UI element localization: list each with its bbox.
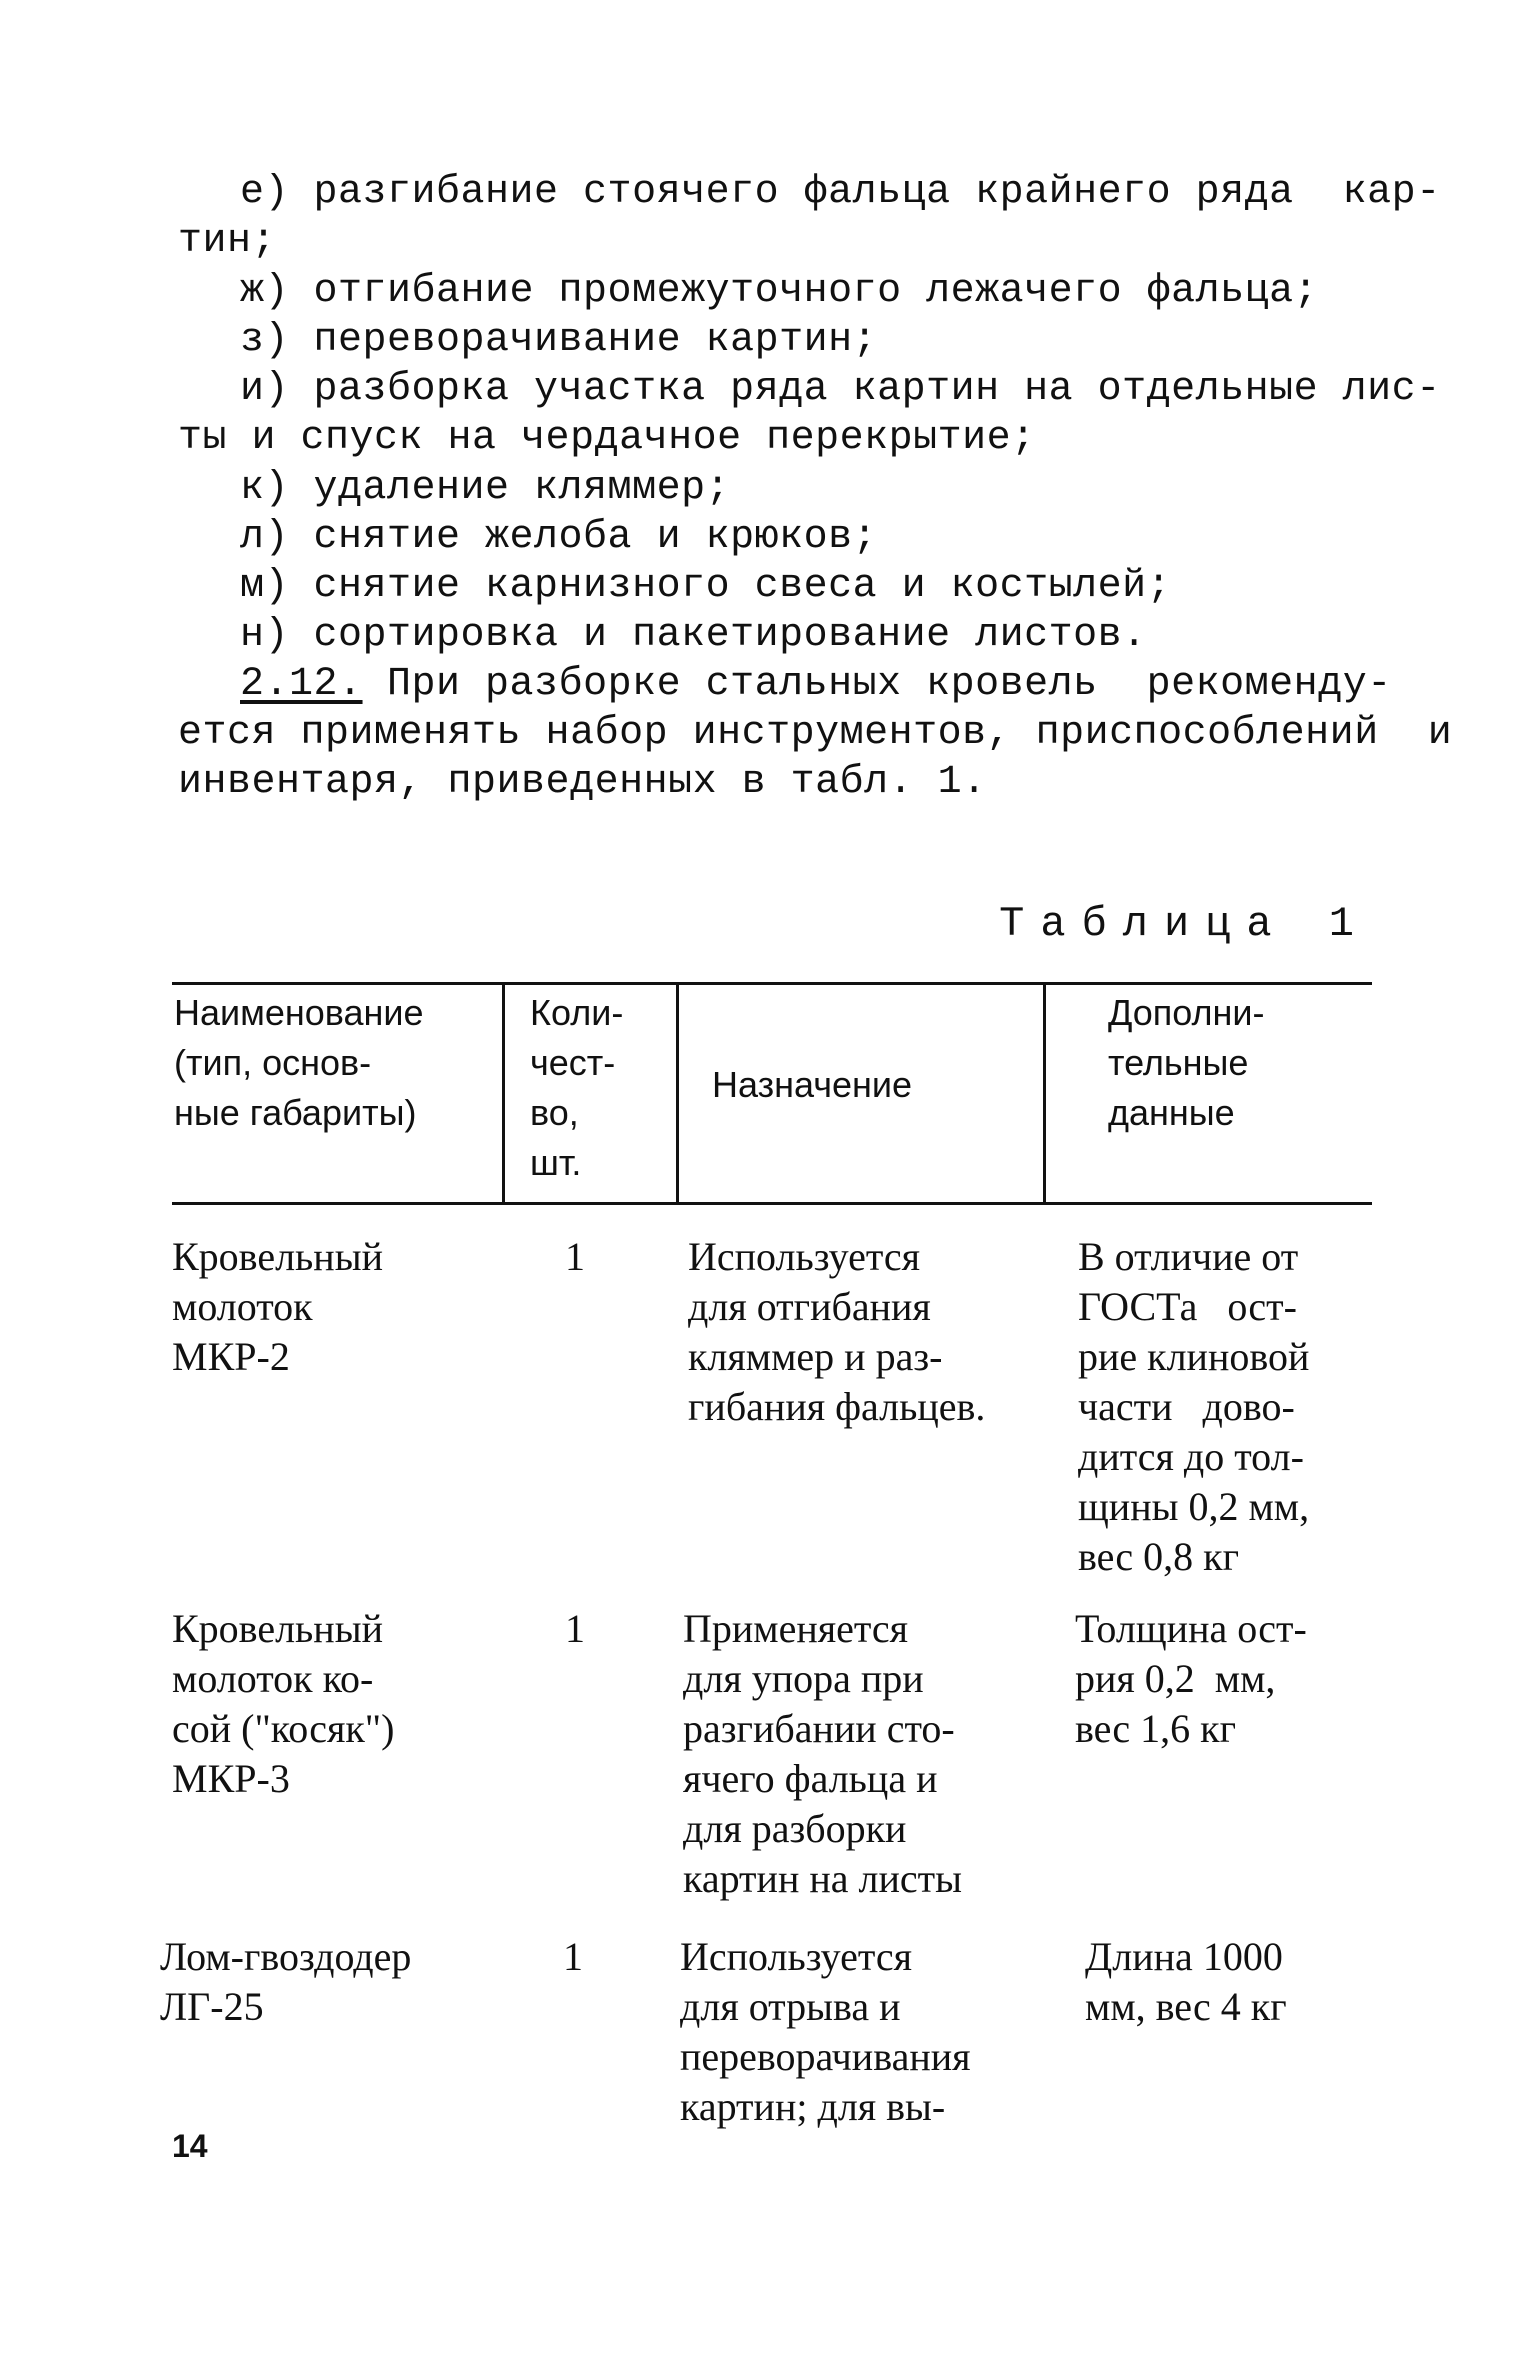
cell-line: переворачивания xyxy=(680,2034,971,2079)
cell-line: МКР-3 xyxy=(172,1756,290,1801)
header-extra xyxy=(1108,988,1265,1138)
header-line: данные xyxy=(1108,1092,1235,1133)
row3-quantity: 1 xyxy=(563,1934,583,1979)
row3-extra xyxy=(1085,1932,1287,2032)
cell-line: Кровельный xyxy=(172,1606,383,1651)
table-title: Таблица 1 xyxy=(999,900,1370,948)
cell-line: кляммер и раз- xyxy=(688,1334,943,1379)
cell-line: ЛГ-25 xyxy=(160,1984,264,2029)
row1-purpose xyxy=(688,1232,985,1432)
header-line: ные габариты) xyxy=(174,1092,417,1133)
cell-line: Лом-гвоздодер xyxy=(160,1934,412,1979)
row2-purpose xyxy=(683,1604,962,1904)
cell-line: для отгибания xyxy=(688,1284,931,1329)
table-top-rule xyxy=(172,982,1372,985)
text-line: и) разборка участка ряда картин на отдельные лис- xyxy=(240,367,1441,412)
text-line xyxy=(178,660,1392,709)
cell-line: Толщина ост- xyxy=(1075,1606,1307,1651)
cell-line: Применяется xyxy=(683,1606,909,1651)
header-line: Назначение xyxy=(712,1064,913,1105)
cell-line: гибания фальцев. xyxy=(688,1384,986,1429)
header-line: во, xyxy=(530,1092,579,1133)
cell-line: разгибании сто- xyxy=(683,1706,955,1751)
header-line: Наименование xyxy=(174,992,424,1033)
header-line: тельные xyxy=(1108,1042,1249,1083)
header-line: (тип, основ- xyxy=(174,1042,372,1083)
table-column-divider xyxy=(502,985,505,1203)
text-line: к) удаление кляммер; xyxy=(240,466,731,511)
section-2-12 xyxy=(178,660,1453,807)
cell-line: рия 0,2 мм, xyxy=(1075,1656,1276,1701)
header-line: чест- xyxy=(530,1042,616,1083)
list-item-i xyxy=(178,365,1441,463)
cell-line: Используется xyxy=(688,1234,921,1279)
header-purpose xyxy=(712,1060,912,1110)
text-line: н) сортировка и пакетирование листов. xyxy=(240,613,1147,658)
cell-line: молоток xyxy=(172,1284,313,1329)
text-line: з) переворачивание картин; xyxy=(240,318,878,363)
header-line: шт. xyxy=(530,1142,582,1183)
row1-extra xyxy=(1078,1232,1309,1582)
text-line: е) разгибание стоячего фальца крайнего ряда кар- xyxy=(240,170,1441,215)
header-name xyxy=(174,988,424,1138)
cell-line: молоток ко- xyxy=(172,1656,374,1701)
list-item-n xyxy=(178,611,1368,660)
cell-line: картин на листы xyxy=(683,1856,962,1901)
cell-line: дится до тол- xyxy=(1078,1434,1304,1479)
row3-name xyxy=(160,1932,411,2032)
table-column-divider xyxy=(1043,985,1046,1203)
text-line: ты и спуск на чердачное перекрытие; xyxy=(178,416,1036,461)
cell-line: Используется xyxy=(680,1934,913,1979)
cell-line: картин; для вы- xyxy=(680,2084,946,2129)
page-number: 14 xyxy=(172,2128,208,2164)
cell-line: мм, вес 4 кг xyxy=(1085,1984,1287,2029)
cell-line: рие клиновой xyxy=(1078,1334,1310,1379)
list-item-e xyxy=(178,168,1441,266)
cell-line: щины 0,2 мм, xyxy=(1078,1484,1310,1529)
table-header-rule xyxy=(172,1202,1372,1205)
row3-purpose xyxy=(680,1932,971,2132)
text-line: инвентаря, приведенных в табл. 1. xyxy=(178,760,987,805)
row2-quantity: 1 xyxy=(565,1606,585,1651)
cell-line: ГОСТа ост- xyxy=(1078,1284,1297,1329)
cell-line: для упора при xyxy=(683,1656,924,1701)
cell-line: В отличие от xyxy=(1078,1234,1299,1279)
row2-extra xyxy=(1075,1604,1307,1754)
list-item-zh xyxy=(178,267,1368,316)
row1-quantity: 1 xyxy=(565,1234,585,1279)
list-item-m xyxy=(178,562,1368,611)
cell-line: Длина 1000 xyxy=(1085,1934,1283,1979)
header-line: Коли- xyxy=(530,992,624,1033)
cell-line: МКР-2 xyxy=(172,1334,290,1379)
row2-name xyxy=(172,1604,394,1804)
text-line: ж) отгибание промежуточного лежачего фальца; xyxy=(240,269,1319,314)
cell-line: вес 1,6 кг xyxy=(1075,1706,1236,1751)
cell-line: части дово- xyxy=(1078,1384,1295,1429)
text-line: тин; xyxy=(178,219,277,264)
header-quantity xyxy=(530,988,623,1188)
header-line: Дополни- xyxy=(1108,992,1265,1033)
section-text: При разборке стальных кровель рекоменду- xyxy=(362,662,1392,707)
table-column-divider xyxy=(676,985,679,1203)
cell-line: для отрыва и xyxy=(680,1984,901,2029)
text-line: м) снятие карнизного свеса и костылей; xyxy=(240,564,1172,609)
section-number: 2.12. xyxy=(240,662,363,707)
list-item-k xyxy=(178,464,1368,513)
text-line: л) снятие желоба и крюков; xyxy=(240,515,878,560)
row1-name xyxy=(172,1232,383,1382)
list-item-l xyxy=(178,513,1368,562)
cell-line: Кровельный xyxy=(172,1234,383,1279)
cell-line: для разборки xyxy=(683,1806,907,1851)
cell-line: вес 0,8 кг xyxy=(1078,1534,1239,1579)
cell-line: сой ("косяк") xyxy=(172,1706,395,1751)
list-item-z xyxy=(178,316,1368,365)
text-line: ется применять набор инструментов, приспособлений и xyxy=(178,711,1453,756)
cell-line: ячего фальца и xyxy=(683,1756,938,1801)
